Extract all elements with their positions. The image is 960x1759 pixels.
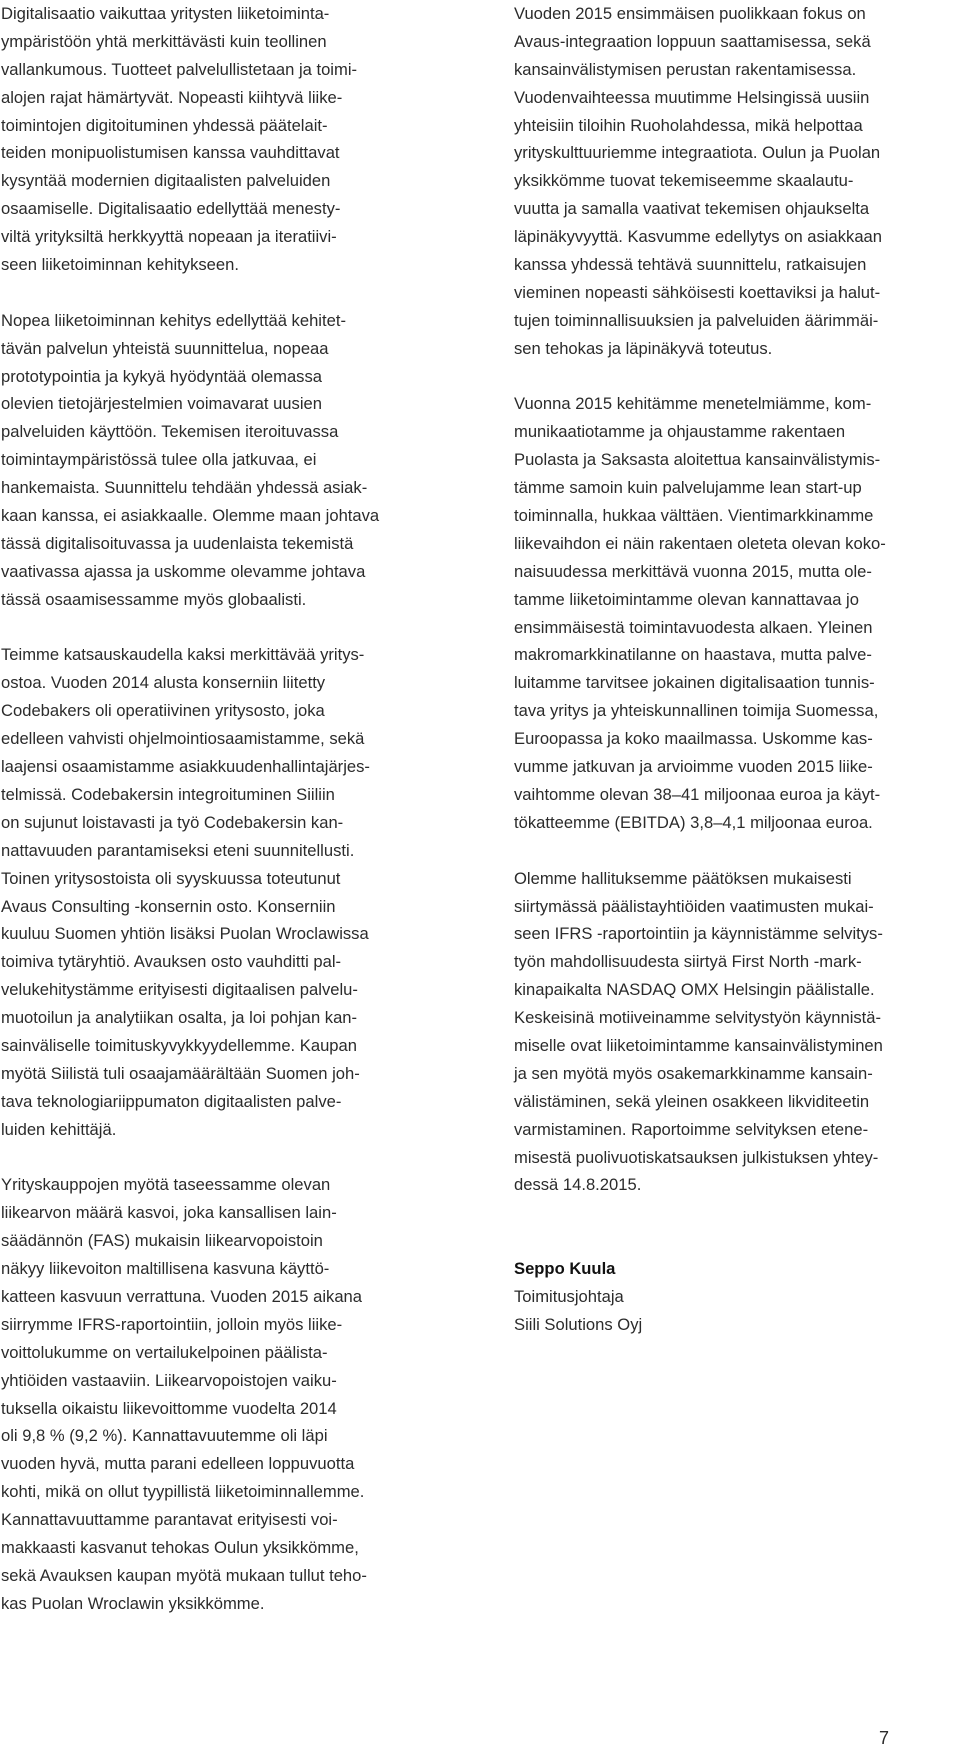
text-line: makkaasti kasvanut tehokas Oulun yksikkömme, bbox=[1, 1537, 359, 1557]
text-line: siirrymme IFRS-raportointiin, jolloin myös liike- bbox=[1, 1314, 343, 1334]
text-line: katteen kasvuun verrattuna. Vuoden 2015 aikana bbox=[1, 1286, 363, 1306]
text-line: Keskeisinä motiiveinamme selvitystyön käynnistä- bbox=[514, 1008, 882, 1028]
text-line: telmissä. Codebakersin integroituminen Siiliin bbox=[1, 784, 335, 804]
text-line: tava yritys ja yhteiskunnallinen toimija Suomessa, bbox=[514, 701, 879, 721]
paragraph-spacer bbox=[514, 837, 954, 865]
text-line: tävän palvelun yhteistä suunnittelua, nopeaa bbox=[1, 338, 329, 358]
right-column bbox=[514, 0, 954, 1339]
text-line: makromarkkinatilanne on haastava, mutta palve- bbox=[514, 645, 872, 665]
signature-name: Seppo Kuula bbox=[514, 1259, 616, 1279]
text-line: myötä Siilistä tuli osaajamäärältään Suomen joh- bbox=[1, 1063, 360, 1083]
text-line: sen tehokas ja läpinäkyvä toteutus. bbox=[514, 338, 773, 358]
text-line: työn mahdollisuudesta siirtyä First North -mark- bbox=[514, 952, 862, 972]
text-line: Avaus-integraation loppuun saattamisessa, sekä bbox=[514, 31, 871, 51]
text-line: sekä Avauksen kaupan myötä mukaan tullut teho- bbox=[1, 1565, 367, 1585]
text-line: ympäristöön yhtä merkittävästi kuin teollinen bbox=[1, 31, 327, 51]
text-line: on sujunut loistavasti ja työ Codebakersin kan- bbox=[1, 812, 344, 832]
paragraph-spacer bbox=[1, 1144, 441, 1172]
text-line: toimiva tytäryhtiö. Avauksen osto vauhditti pal- bbox=[1, 952, 342, 972]
text-line: viltä yrityksiltä herkkyyttä nopeaan ja iteratiivi- bbox=[1, 227, 337, 247]
signature-spacer bbox=[514, 1227, 954, 1255]
signature-company: Siili Solutions Oyj bbox=[514, 1314, 643, 1334]
paragraph-spacer bbox=[514, 363, 954, 391]
text-line: Digitalisaatio vaikuttaa yritysten liiketoiminta- bbox=[1, 4, 330, 23]
text-line: tuksella oikaistu liikevoittomme vuodelta 2014 bbox=[1, 1398, 337, 1418]
text-line: liikearvon määrä kasvoi, joka kansallisen lain- bbox=[1, 1203, 337, 1223]
text-line: Avaus Consulting -konsernin osto. Konserniin bbox=[1, 896, 336, 916]
text-line: laajensi osaamistamme asiakkuudenhallintajärjes- bbox=[1, 757, 370, 777]
text-line: kuuluu Suomen yhtiön lisäksi Puolan Wroclawissa bbox=[1, 924, 369, 944]
text-line: miselle ovat liiketoimintamme kansainvälistyminen bbox=[514, 1035, 883, 1055]
text-line: oli 9,8 % (9,2 %). Kannattavuutemme oli läpi bbox=[1, 1426, 328, 1446]
text-line: yrityskulttuuriemme integraatiota. Oulun ja Puolan bbox=[514, 143, 881, 163]
text-line: teiden monipuolistumisen kanssa vauhdittavat bbox=[1, 143, 340, 163]
text-line: edelleen vahvisti ohjelmointiosaamistamme, sekä bbox=[1, 729, 365, 749]
text-line: tökatteemme (EBITDA) 3,8–4,1 miljoonaa euroa. bbox=[514, 812, 873, 832]
text-line: vaativassa ajassa ja uskomme olevamme johtava bbox=[1, 561, 366, 581]
text-line: palveluiden käyttöön. Tekemisen iteroituvassa bbox=[1, 422, 339, 442]
text-line: Puolasta ja Saksasta aloitettua kansainvälistymis- bbox=[514, 450, 881, 470]
text-line: velukehitystämme erityisesti digitaalisen palvelu- bbox=[1, 980, 358, 1000]
text-line: Vuonna 2015 kehitämme menetelmiämme, kom- bbox=[514, 394, 872, 414]
text-line: kaan kanssa, ei asiakkaalle. Olemme maan johtava bbox=[1, 506, 380, 526]
text-line: Olemme hallituksemme päätöksen mukaisesti bbox=[514, 868, 852, 888]
paragraph bbox=[1, 1171, 441, 1617]
page-number: 7 bbox=[878, 1728, 889, 1748]
text-line: yhteisiin tiloihin Ruoholahdessa, mikä helpottaa bbox=[514, 115, 863, 135]
text-line: misestä puolivuotiskatsauksen julkistuksen yhtey- bbox=[514, 1147, 879, 1167]
text-line: voittolukumme on vertailukelpoinen päälista- bbox=[1, 1342, 328, 1362]
paragraph bbox=[514, 865, 954, 1200]
paragraph bbox=[1, 641, 441, 1143]
paragraph bbox=[514, 390, 954, 836]
text-line: näkyy liikevoiton maltillisena kasvuna käyttö- bbox=[1, 1259, 330, 1279]
text-line: yhtiöiden vastaaviin. Liikearvopoistojen vaiku- bbox=[1, 1370, 337, 1390]
text-line: toimintojen digitoituminen yhdessä päätelait- bbox=[1, 115, 328, 135]
text-line: siirtymässä päälistayhtiöiden vaatimusten mukai- bbox=[514, 896, 874, 916]
text-line: osaamiselle. Digitalisaatio edellyttää menesty- bbox=[1, 199, 341, 219]
text-line: vuutta ja samalla vaativat tekemisen ohjaukselta bbox=[514, 199, 870, 219]
text-line: tujen toiminnallisuuksien ja palveluiden äärimmäi- bbox=[514, 310, 879, 330]
text-line: ja sen myötä myös osakemarkkinamme kansain- bbox=[514, 1063, 873, 1083]
text-line: sainväliselle toimituskyvykkyydellemme. Kaupan bbox=[1, 1035, 357, 1055]
text-line: naisuudessa merkittävä vuonna 2015, mutta ole- bbox=[514, 561, 872, 581]
text-line: kohti, mikä on ollut tyypillistä liiketoiminnallemme. bbox=[1, 1482, 365, 1502]
text-line: kas Puolan Wroclawin yksikkömme. bbox=[1, 1593, 265, 1613]
text-line: Teimme katsauskaudella kaksi merkittävää yritys- bbox=[1, 645, 365, 665]
text-line: kansainvälistymisen perustan rakentamisessa. bbox=[514, 59, 857, 79]
text-line: yksikkömme tuovat tekemiseemme skaalautu- bbox=[514, 171, 854, 191]
text-line: vaihtomme olevan 38–41 miljoonaa euroa ja käyt- bbox=[514, 784, 881, 804]
text-line: munikaatiotamme ja ohjaustamme rakentaen bbox=[514, 422, 846, 442]
text-line: liikevaihdon ei näin rakentaen oleteta olevan koko- bbox=[514, 533, 886, 553]
left-column bbox=[1, 0, 441, 1618]
paragraph-spacer bbox=[1, 279, 441, 307]
text-line: läpinäkyvyyttä. Kasvumme edellytys on asiakkaan bbox=[514, 227, 883, 247]
text-line: vieminen nopeasti sähköisesti koettaviksi ja halut- bbox=[514, 282, 881, 302]
text-line: hankemaista. Suunnittelu tehdään yhdessä asiak- bbox=[1, 478, 368, 498]
text-line: prototypointia ja kykyä hyödyntää olemassa bbox=[1, 366, 322, 386]
text-line: luitamme tarvitsee jokainen digitalisaation tunnis- bbox=[514, 673, 875, 693]
text-line: tämme samoin kuin palvelujamme lean start-up bbox=[514, 478, 862, 498]
text-line: kinapaikalta NASDAQ OMX Helsingin päälistalle. bbox=[514, 980, 875, 1000]
text-line: Kannattavuuttamme parantavat erityisesti voi- bbox=[1, 1510, 338, 1530]
text-line: kysyntää modernien digitaalisten palveluiden bbox=[1, 171, 331, 191]
paragraph bbox=[1, 307, 441, 614]
text-line: nattavuuden parantamiseksi eteni suunnitellusti. bbox=[1, 840, 355, 860]
text-line: dessä 14.8.2015. bbox=[514, 1175, 642, 1195]
text-line: vuoden hyvä, mutta parani edelleen loppuvuotta bbox=[1, 1454, 355, 1474]
text-line: ensimmäisestä toimintavuodesta alkaen. Yleinen bbox=[514, 617, 873, 637]
text-line: Vuodenvaihteessa muutimme Helsingissä uusiin bbox=[514, 87, 870, 107]
text-line: välistäminen, sekä yleinen osakkeen likviditeetin bbox=[514, 1091, 870, 1111]
text-line: tava teknologiariippumaton digitaalisten palve- bbox=[1, 1091, 342, 1111]
text-line: säädännön (FAS) mukaisin liikearvopoistoin bbox=[1, 1231, 323, 1251]
text-line: toimintaympäristössä tulee olla jatkuvaa, ei bbox=[1, 450, 317, 470]
paragraph bbox=[514, 0, 954, 363]
text-line: kanssa yhdessä tehtävä suunnittelu, ratkaisujen bbox=[514, 255, 867, 275]
text-line: tamme liiketoimintamme olevan kannattavaa jo bbox=[514, 589, 859, 609]
text-line: Euroopassa ja koko maailmassa. Uskomme kas- bbox=[514, 729, 873, 749]
text-line: seen liiketoiminnan kehitykseen. bbox=[1, 255, 239, 275]
text-line: seen IFRS -raportointiin ja käynnistämme selvitys- bbox=[514, 924, 883, 944]
text-line: luiden kehittäjä. bbox=[1, 1119, 117, 1139]
text-line: alojen rajat hämärtyvät. Nopeasti kiihtyvä liike- bbox=[1, 87, 343, 107]
text-line: Nopea liiketoiminnan kehitys edellyttää kehitet- bbox=[1, 310, 346, 330]
signature-title: Toimitusjohtaja bbox=[514, 1286, 624, 1306]
signature-spacer bbox=[514, 1199, 954, 1227]
text-line: muotoilun ja analytiikan osalta, ja loi pohjan kan- bbox=[1, 1008, 358, 1028]
text-line: vallankumous. Tuotteet palvelullistetaan ja toimi- bbox=[1, 59, 358, 79]
text-line: tässä digitalisoituvassa ja uudenlaista tekemistä bbox=[1, 533, 354, 553]
paragraph-spacer bbox=[1, 614, 441, 642]
text-line: Yrityskauppojen myötä taseessamme olevan bbox=[1, 1175, 331, 1195]
text-line: Toinen yritysostoista oli syyskuussa toteutunut bbox=[1, 868, 341, 888]
text-line: olevien tietojärjestelmien voimavarat uusien bbox=[1, 394, 322, 414]
text-line: varmistaminen. Raportoimme selvityksen etene- bbox=[514, 1119, 869, 1139]
text-line: tässä osaamisessamme myös globaalisti. bbox=[1, 589, 307, 609]
text-line: Vuoden 2015 ensimmäisen puolikkaan fokus on bbox=[514, 4, 866, 23]
signature-block bbox=[514, 1255, 954, 1339]
text-line: ostoa. Vuoden 2014 alusta konserniin liitetty bbox=[1, 673, 326, 693]
text-line: Codebakers oli operatiivinen yritysosto, joka bbox=[1, 701, 325, 721]
text-line: toiminnalla, hukkaa välttäen. Vientimarkkinamme bbox=[514, 506, 874, 526]
text-line: vumme jatkuvan ja arvioimme vuoden 2015 liike- bbox=[514, 757, 873, 777]
paragraph bbox=[1, 0, 441, 279]
